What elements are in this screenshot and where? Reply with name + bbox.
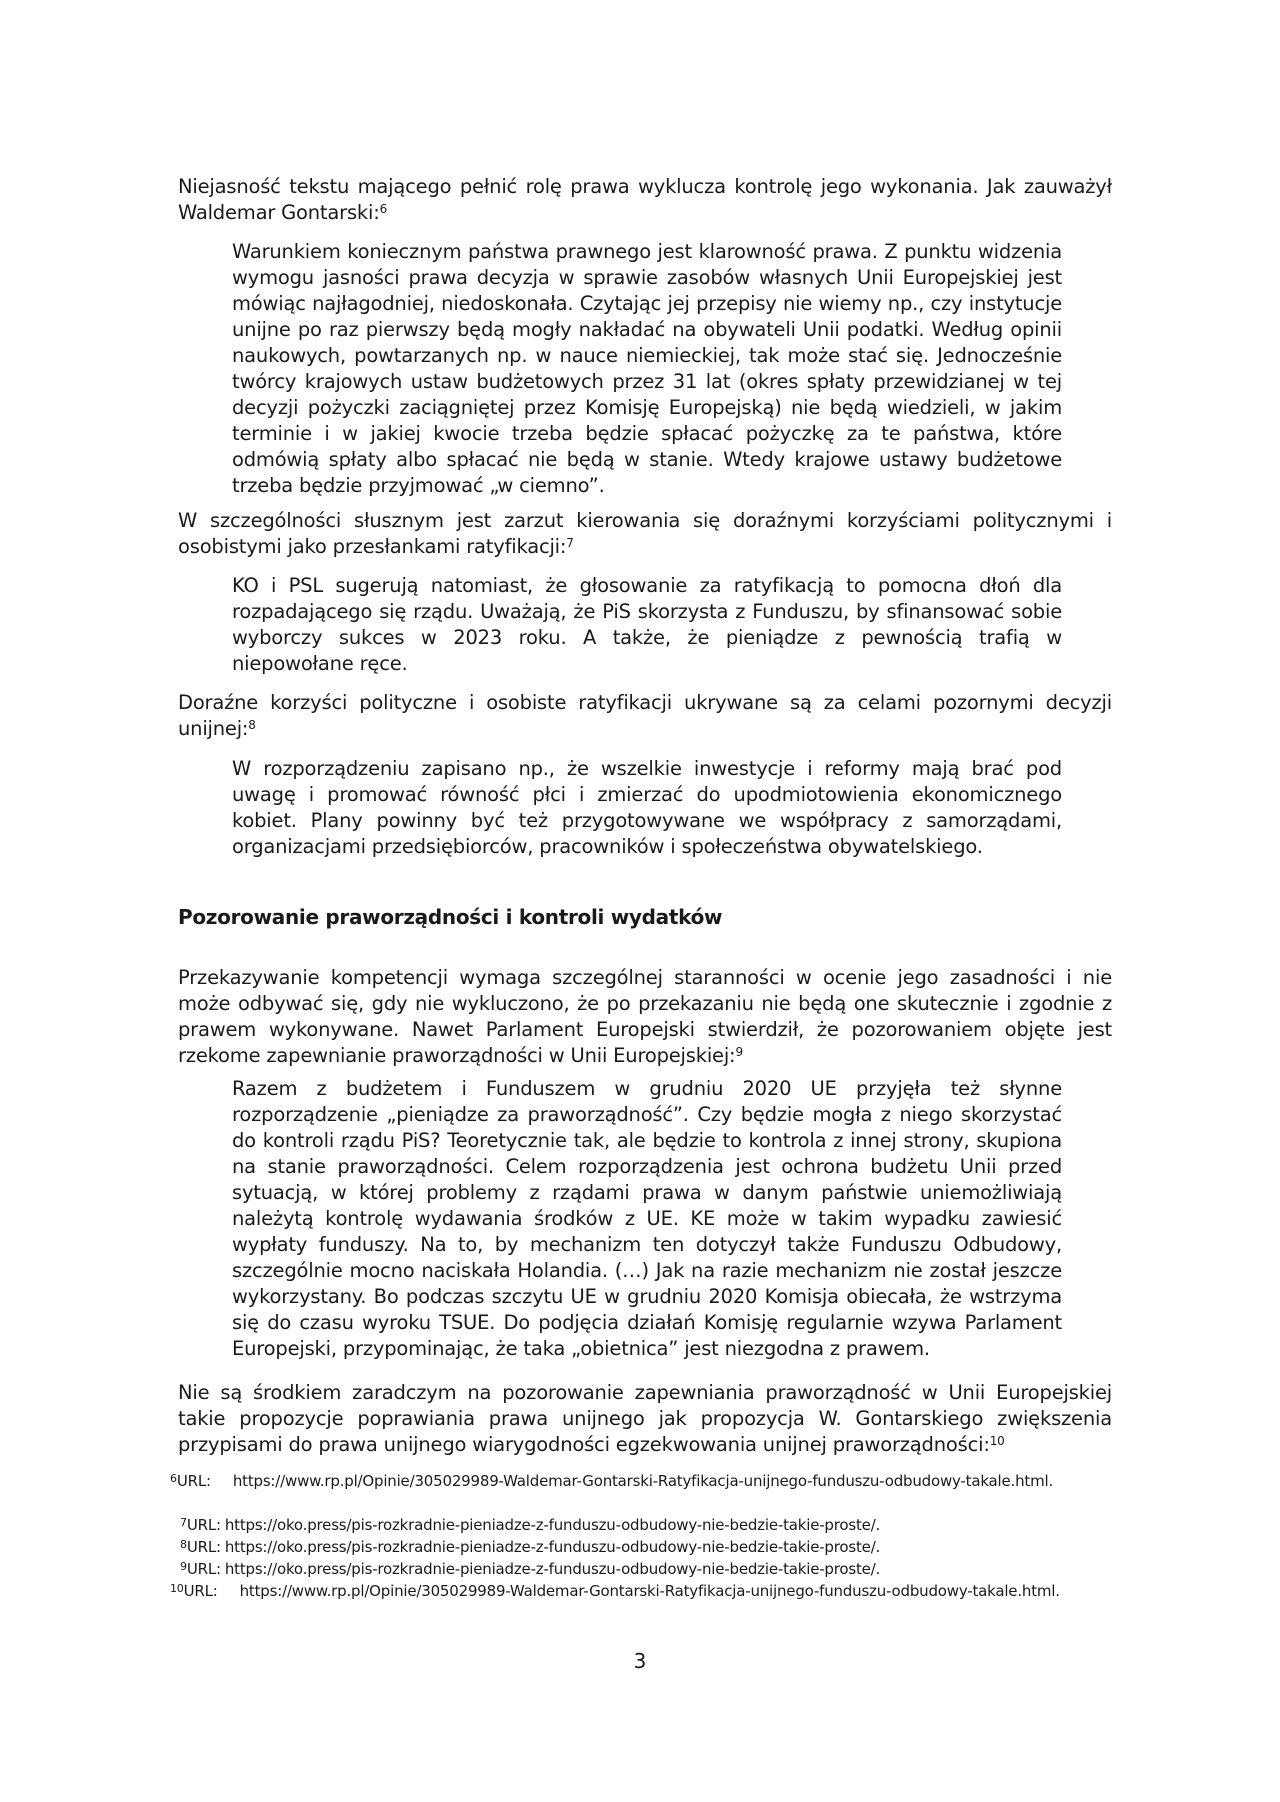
section-heading: Pozorowanie praworządności i kontroli wydatków: [178, 905, 723, 929]
footnote-number: 6: [170, 1472, 177, 1485]
footnote-label: URL:: [176, 1472, 211, 1490]
footnote-link[interactable]: https://www.rp.pl/Opinie/305029989-Waldemar-Gontarski-Ratyfikacja-unijnego-funduszu-odbudowy-takale.html.: [232, 1472, 1054, 1490]
footnote-reference[interactable]: 9: [735, 1045, 743, 1059]
block-quote: [232, 573, 1062, 677]
footnote-label: URL:: [183, 1582, 218, 1600]
block-quote: [232, 1076, 1062, 1362]
body-paragraph: [178, 965, 1112, 1069]
footnote: [180, 1516, 1122, 1535]
footnote-label: URL:: [186, 1560, 221, 1578]
footnote-number: 7: [180, 1516, 187, 1529]
paragraph-text: Doraźne korzyści polityczne i osobiste ratyfikacji ukrywane są za celami pozornymi decyzji unijnej:: [178, 691, 1112, 740]
body-paragraph: [178, 1380, 1112, 1458]
footnote-number: 10: [170, 1582, 184, 1595]
page-number: 3: [633, 1649, 647, 1673]
footnote-number: 9: [180, 1560, 187, 1573]
footnote-reference[interactable]: 8: [248, 718, 256, 732]
footnote-link[interactable]: https://oko.press/pis-rozkradnie-pieniadze-z-funduszu-odbudowy-nie-bedzie-takie-proste/.: [224, 1538, 881, 1556]
footnote-link[interactable]: https://oko.press/pis-rozkradnie-pieniadze-z-funduszu-odbudowy-nie-bedzie-takie-proste/.: [224, 1516, 881, 1534]
body-paragraph: [178, 508, 1112, 560]
quote-text: Warunkiem koniecznym państwa prawnego jest klarowność prawa. Z punktu widzenia wymogu jasności prawa decyzja w sprawie zasobów własnych Unii Europejskiej jest mówiąc najłagodniej, niedoskonała. Czytając jej przepisy nie wiemy np., czy instytucje unijne po raz pierwszy będą mogły nakładać na obywateli Unii podatki. Według opinii naukowych, powtarzanych np. w nauce niemieckiej, tak może stać się. Jednocześnie twórcy krajowych ustaw budżetowych przez 31 lat (okres spłaty przewidzianej w tej decyzji pożyczki zaciągniętej przez Komisję Europejską) nie będą wiedzieli, w jakim terminie i w jakiej kwocie trzeba będzie spłacać pożyczkę za te państwa, które odmówią spłaty albo spłacać nie będą w stanie. Wtedy krajowe ustawy budżetowe trzeba będzie przyjmować „w ciemno”.: [232, 240, 1062, 497]
block-quote: [232, 756, 1062, 860]
footnote-label: URL:: [186, 1516, 221, 1534]
footnote-number: 8: [180, 1538, 187, 1551]
paragraph-text: Przekazywanie kompetencji wymaga szczególnej staranności w ocenie jego zasadności i nie może odbywać się, gdy nie wykluczono, że po przekazaniu nie będą one skutecznie i zgodnie z prawem wykonywane. Nawet Parlament Europejski stwierdził, że pozorowaniem objęte jest rzekome zapewnianie praworządności w Unii Europejskiej:: [178, 966, 1112, 1067]
footnote-link[interactable]: https://www.rp.pl/Opinie/305029989-Waldemar-Gontarski-Ratyfikacja-unijnego-funduszu-odbudowy-takale.html.: [239, 1582, 1060, 1600]
body-paragraph: [178, 174, 1112, 226]
paragraph-text: Niejasność tekstu mającego pełnić rolę prawa wyklucza kontrolę jego wykonania. Jak zauważył Waldemar Gontarski:: [178, 175, 1112, 224]
footnote-link[interactable]: https://oko.press/pis-rozkradnie-pieniadze-z-funduszu-odbudowy-nie-bedzie-takie-proste/.: [224, 1560, 881, 1578]
footnote: [170, 1582, 1112, 1601]
footnote-reference[interactable]: 6: [379, 202, 388, 216]
footnote-reference[interactable]: 10: [989, 1434, 1005, 1448]
quote-text: KO i PSL sugerują natomiast, że głosowanie za ratyfikacją to pomocna dłoń dla rozpadającego się rządu. Uważają, że PiS skorzysta z Funduszu, by sfinansować sobie wyborczy sukces w 2023 roku. A także, że pieniądze z pewnością trafią w niepowołane ręce.: [232, 574, 1062, 675]
footnote-reference[interactable]: 7: [566, 536, 574, 550]
body-paragraph: [178, 690, 1112, 742]
paragraph-text: W szczególności słusznym jest zarzut kierowania się doraźnymi korzyściami politycznymi i osobistymi jako przesłankami ratyfikacji:: [178, 509, 1112, 558]
quote-text: W rozporządzeniu zapisano np., że wszelkie inwestycje i reformy mają brać pod uwagę i promować równość płci i zmierzać do upodmiotowienia ekonomicznego kobiet. Plany powinny być też przygotowywane we współpracy z samorządami, organizacjami przedsiębiorców, pracowników i społeczeństwa obywatelskiego.: [232, 757, 1062, 858]
footnote: [180, 1560, 1122, 1579]
paragraph-text: Nie są środkiem zaradczym na pozorowanie zapewniania praworządność w Unii Europejskiej takie propozycje poprawiania prawa unijnego jak propozycja W. Gontarskiego zwiększenia przypisami do prawa unijnego wiarygodności egzekwowania unijnej praworządności:: [178, 1381, 1112, 1456]
block-quote: [232, 239, 1062, 499]
quote-text: Razem z budżetem i Funduszem w grudniu 2020 UE przyjęła też słynne rozporządzenie „pieniądze za praworządność”. Czy będzie mogła z niego skorzystać do kontroli rządu PiS? Teoretycznie tak, ale będzie to kontrola z innej strony, skupiona na stanie praworządności. Celem rozporządzenia jest ochrona budżetu Unii przed sytuacją, w której problemy z rządami prawa w danym państwie uniemożliwiają należytą kontrolę wydawania środków z UE. KE może w takim wypadku zawiesić wypłaty funduszy. Na to, by mechanizm ten dotyczył także Funduszu Odbudowy, szczególnie mocno naciskała Holandia. (…) Jak na razie mechanizm nie został jeszcze wykorzystany. Bo podczas szczytu UE w grudniu 2020 Komisja obiecała, że wstrzyma się do czasu wyroku TSUE. Do podjęcia działań Komisję regularnie wzywa Parlament Europejski, przypominając, że taka „obietnica” jest niezgodna z prawem.: [232, 1077, 1062, 1360]
footnote-label: URL:: [186, 1538, 221, 1556]
footnote: [180, 1538, 1122, 1557]
footnote: [170, 1472, 1112, 1491]
